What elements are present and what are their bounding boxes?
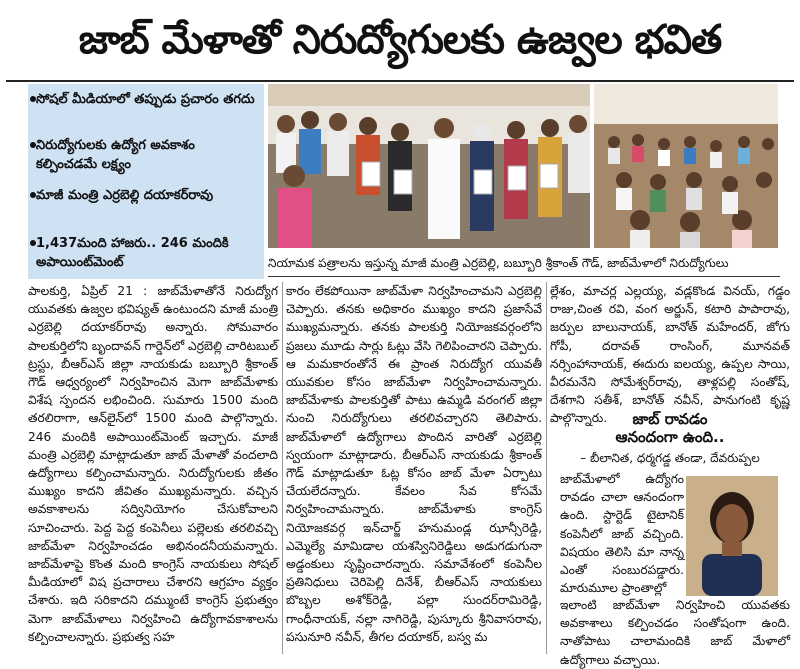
headline: జాబ్ మేళాతో నిరుద్యోగులకు ఉజ్వల భవిత — [78, 17, 722, 63]
photo-appointment-letters — [268, 84, 590, 248]
quote-text-end: ఇలాంటి జాబ్‌మేళా నిర్వహించి యువతకు అవకాశాలు కల్పించడం సంతోషంగా ఉంది. నాతోపాటు చాలామందికి జాబ్ మేళాలో ఉద్యోగాలు వచ్చాయి. — [560, 598, 790, 667]
bullet-icon — [30, 142, 36, 148]
portrait-photo — [686, 476, 778, 596]
quote-subheading-line-1: జాబ్ రావడం — [632, 410, 708, 428]
portrait-illustration — [686, 476, 778, 596]
highlight-text: మాజీ మంత్రి ఎర్రబెల్లి దయాకర్‌రావు — [36, 188, 214, 203]
article-column-3: ల్లేశం, మాచర్ల ఎల్లయ్య, వడ్లకొండ వినయ్, గడ్డం రాజు,చింత రవి, వంగ అర్జున్, కటారి పాపారావు, జర్పుల బాలునాయక్, బానోత్ మహేందర్, జోగు గోపీ, దరావత్ రాంసింగ్, మూనవత్ నర్సింహానాయక్, ఈదురు ఐలయ్య, ఉప్పల సాయి, వీరమనేని సోమేశ్వర్‌రావు, తాళ్లపల్లి సంతోష్, దేశగాని సతీశ్, బానోత్ నవీన్, పానుగంటి కృష్ణ పాల్గొన్నారు. — [550, 284, 790, 426]
headline-rule — [6, 80, 794, 82]
highlight-item — [36, 186, 260, 205]
photo-caption: నియామక పత్రాలను ఇస్తున్న మాజీ మంత్రి ఎర్రబెల్లి, బబ్బూరి శ్రీకాంత్ గౌడ్, జాబ్‌మేళాలో నిరుద్యోగులు — [268, 250, 780, 277]
photo-audience-illustration — [594, 84, 778, 248]
highlight-text: 1,437మంది హాజరు.. 246 మందికి అపాయింట్‌మెంట్ — [36, 236, 229, 270]
quote-byline: – బీలానిత, ధర్మగడ్డ తండా, దేవరుప్పల — [580, 451, 760, 465]
highlight-text: సోషల్ మీడియాలో తప్పుడు ప్రచారం తగదు — [36, 92, 255, 107]
quote-text: జాబ్‌మేళాలో ఉద్యోగం రావడం చాలా ఆనందంగా ఉంది. స్టార్టెడ్ టైటానిక్ కంపెనీలో జాబ్ వచ్చింది. విషయం తెలిసి మా నాన్న ఎంతో సంబురపడ్డారు. మారుమూల ప్రాంతాల్లో — [560, 472, 684, 596]
highlight-item — [36, 90, 260, 109]
photo-appointment-illustration — [268, 84, 590, 248]
article-column-2: కారం లేకపోయినా జాబ్‌మేళా నిర్వహించామని ఎర్రబెల్లి చెప్పారు. తనకు అధికారం ముఖ్యం కాదని ప్రజాసేవే ముఖ్యమన్నారు. తనకు పాలకుర్తి నియోజకవర్గంలోని ప్రజలు మూడు సార్లు ఓట్లు వేసి గెలిపించారని చెప్పారు. ఆ మమకారంతోనే ఈ ప్రాంత నిరుద్యోగ యువతీ యువకుల కోసం జాబ్‌మేళా నిర్వహించామన్నారు. జాబ్‌మేళాకు పాలకుర్తితో పాటు ఉమ్మడి వరంగల్ జిల్లా నుంచి నిరుద్యోగులు తరలివచ్చారని తెలిపారు. జాబ్‌మేళాలో ఉద్యోగాలు పొందిన వారితో ఎర్రబెల్లి స్వయంగా మాట్లాడారు. బీఆర్ఎస్ నాయకుడు శ్రీకాంత్ గౌడ్ మాట్లాడుతూ ఓట్ల కోసం జాబ్ మేళా ఏర్పాటు చేయలేదన్నారు. కేవలం సేవ కోసమే నిర్వహించామన్నారు. జాబ్‌మేళాకు కాంగ్రెస్ నియోజకవర్గ ఇన్‌చార్జ్ హనుమండ్ల ఝాన్సీరెడ్డి, ఎమ్మెల్యే మామిడాల యశస్వినిరెడ్డిలు అడుగడుగునా అడ్డంకులు సృష్టించారన్నారు. సమావేశంలో కంపెనీల ప్రతినిధులు చెరిపెల్లి దినేశ్, బీఆర్ఎస్ నాయకులు బొబ్బల అశోక్‌రెడ్డి, పల్లా సుందర్‌రామిరెడ్డి, గాంధీనాయక్, నల్లా నాగిరెడ్డి, పుస్కూరు శ్రీనివాసరావు, పసునూరి నవీన్, తీగల దయాకర్, బస్వ మ — [286, 284, 542, 644]
highlight-item — [36, 136, 260, 174]
photo-job-mela-audience — [594, 84, 778, 248]
bullet-icon — [30, 192, 36, 198]
highlight-text: నిరుద్యోగులకు ఉద్యోగ అవకాశం కల్పించడమే లక్ష్యం — [36, 138, 195, 172]
article-column-1: పాలకుర్తి, ఏప్రిల్ 21 : జాబ్‌మేళాతోనే నిరుద్యోగ యువతకు ఉజ్వల భవిష్యత్ ఉంటుందని మాజీ మంత్రి ఎర్రబెల్లి దయాకర్‌రావు అన్నారు. సోమవారం పాలకుర్తిలోని బృందావన్ గార్డెన్‌లో ఎర్రబెల్లి చారిటబుల్ ట్రస్టు, బీఆర్ఎస్ జిల్లా నాయకుడు బబ్బూరి శ్రీకాంత్ గౌడ్ ఆధ్వర్యంలో నిర్వహించిన మెగా జాబ్‌మేళాకు విశేష స్పందన లభించింది. సుమారు 1500 మంది తరలిరాగా, ఆన్‌లైన్‌లో 1500 మంది పాల్గొన్నారు. 246 మందికి అపాయింట్‌మెంట్ ఇచ్చారు. మాజీ మంత్రి ఎర్రబెల్లి మాట్లాడుతూ జాబ్ మేళాతో వందలాది ఉద్యోగాలు కల్పించామన్నారు. నిరుద్యోగులకు జీతం ముఖ్యం కాదని జీవితం ముఖ్యమన్నారు. వచ్చిన అవకాశాలను సద్వినియోగం చేసుకోవాలని సూచించారు. పెద్ద పెద్ద కంపెనీలు పల్లెలకు తరలివచ్చి జాబ్‌మేళా నిర్వహించడం అభినందనీయమన్నారు. జాబ్‌మేళాపై కొంత మంది కాంగ్రెస్ నాయకులు సోషల్ మీడియాలో విష ప్రచారాలు చేశారని ఆగ్రహం వ్యక్తం చేశారు. ఇది సరికాదని దమ్ముంటే కాంగ్రెస్ ప్రభుత్వం మెగా జాబ్‌మేళాలు నిర్వహించి ఉద్యోగావకాశాలను కల్పించాలన్నారు. ప్రభుత్వ సహ — [28, 284, 279, 644]
quote-subheading-line-2: ఆనందంగా ఉంది.. — [615, 428, 725, 446]
column-divider — [546, 282, 547, 654]
bullet-icon — [30, 240, 36, 246]
column-divider — [282, 282, 283, 654]
bullet-icon — [30, 96, 36, 102]
highlights-box — [28, 84, 264, 279]
highlight-item — [36, 234, 260, 272]
quote-subheading — [560, 410, 780, 446]
